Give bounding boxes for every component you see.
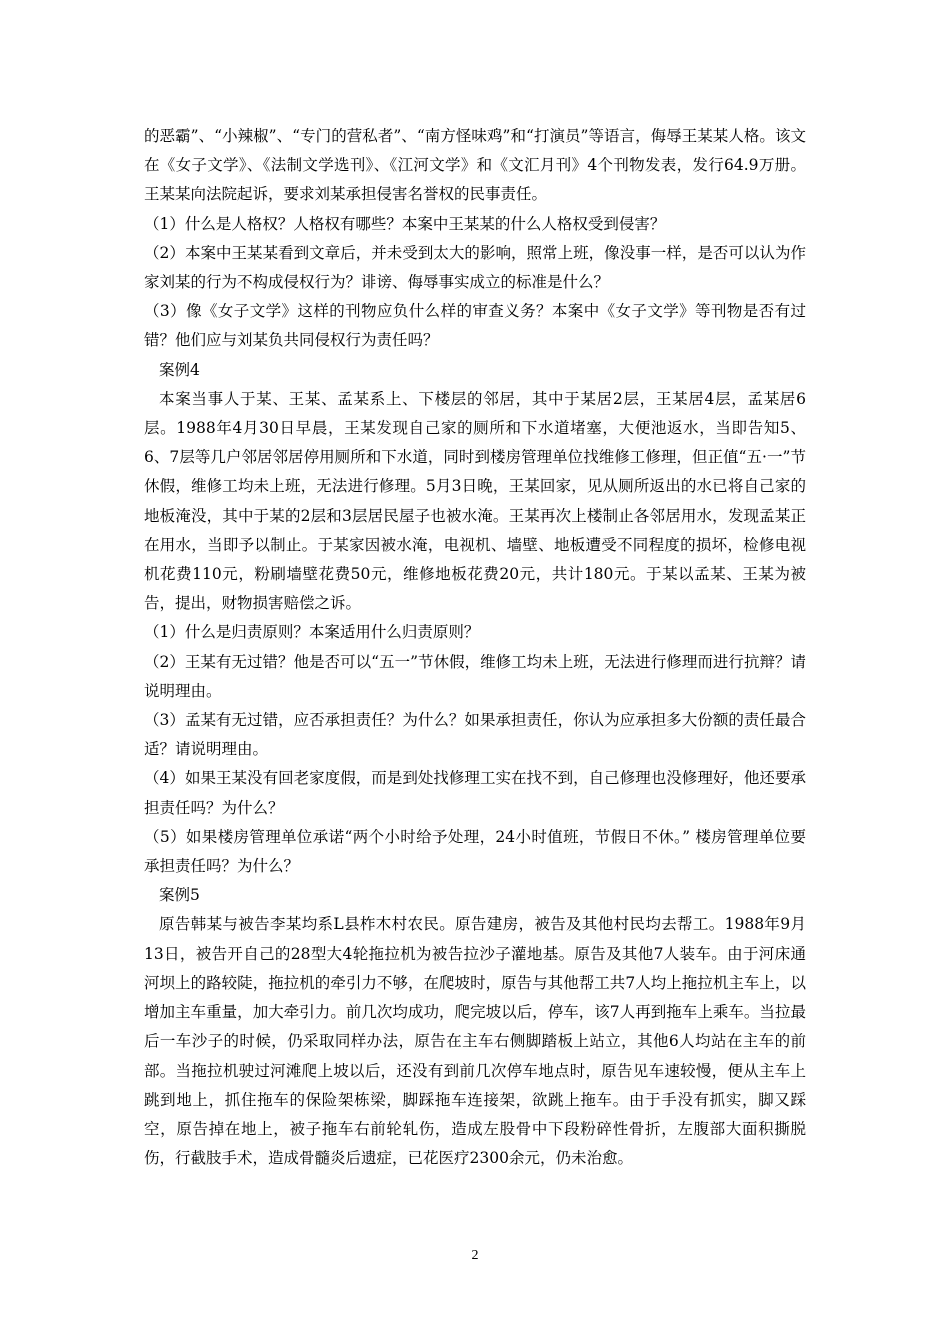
paragraph-case3-text: 的恶霸”、“小辣椒”、“专门的营私者”、“南方怪味鸡”和“打演员”等语言，侮辱王某某人格。该文在《女子文学》、《法制文学选刊》、《江河文学》和《文汇月刊》4个刊物发表，发行64.9万册。王某某向法院起诉，要求刘某承担侵害名誉权的民事责任。 [144,127,806,204]
case4-question-4: （4）如果王某没有回老家度假，而是到处找修理工实在找不到，自己修理也没修理好，他还要承担责任吗？为什么？ [144,769,806,817]
case5-heading: 案例5 [159,886,200,905]
case3-question-3: （3）像《女子文学》这样的刊物应负什么样的审查义务？本案中《女子文学》等刊物是否有过错？他们应与刘某负共同侵权行为责任吗？ [144,302,806,350]
case4-heading: 案例4 [159,360,200,379]
case3-question-1: （1）什么是人格权？人格权有哪些？本案中王某某的什么人格权受到侵害？ [144,214,666,233]
case4-question-2: （2）王某有无过错？他是否可以“五一”节休假，维修工均未上班，无法进行修理而进行抗辩？请说明理由。 [144,652,806,700]
page-number: 2 [471,1248,479,1263]
paragraph-case4-text: 本案当事人于某、王某、孟某系上、下楼层的邻居，其中于某居2层，王某居4层，孟某居6层。1988年4月30日早晨，王某发现自己家的厕所和下水道堵塞，大便池返水，当即告知5、6、7层等几户邻居邻居停用厕所和下水道，同时到楼房管理单位找维修工修理，但正值“五·一”节休假，维修工均未上班，无法进行修理。5月3日晚，王某回家，见从厕所返出的水已将自己家的地板淹没，其中于某的2层和3层居民屋子也被水淹。王某再次上楼制止各邻居用水，发现孟某正在用水，当即予以制止。于某家因被水淹，电视机、墙壁、地板遭受不同程度的损坏，检修电视机花费110元，粉刷墙壁花费50元，维修地板花费20元，共计180元。于某以孟某、王某为被告，提出，财物损害赔偿之诉。 [144,389,806,613]
case4-question-5: （5）如果楼房管理单位承诺“两个小时给予处理，24小时值班，节假日不休。” 楼房管理单位要承担责任吗？为什么？ [144,827,806,876]
case4-question-1: （1）什么是归责原则？本案适用什么归责原则？ [144,623,480,642]
document-body [144,122,806,1173]
case3-question-2: （2）本案中王某某看到文章后，并未受到太大的影响，照常上班，像没事一样，是否可以认为作家刘某的行为不构成侵权行为？诽谤、侮辱事实成立的标准是什么？ [144,243,806,292]
case4-question-3: （3）孟某有无过错，应否承担责任？为什么？如果承担责任，你认为应承担多大份额的责任最合适？请说明理由。 [144,711,806,759]
paragraph-case5-text: 原告韩某与被告李某均系L县柞木村农民。原告建房，被告及其他村民均去帮工。1988年9月13日，被告开自己的28型大4轮拖拉机为被告拉沙子灌地基。原告及其他7人装车。由于河床通河坝上的路较陡，拖拉机的牵引力不够，在爬坡时，原告与其他帮工共7人均上拖拉机主车上，以增加主车重量，加大牵引力。前几次均成功，爬完坡以后，停车，该7人再到拖车上乘车。当拉最后一车沙子的时候，仍采取同样办法，原告在主车右侧脚踏板上站立，其他6人均站在主车的前部。当拖拉机驶过河滩爬上坡以后，还没有到前几次停车地点时，原告见车速较慢，便从主车上跳到地上，抓住拖车的保险架栋梁，脚踩拖车连接架，欲跳上拖车。由于手没有抓实，脚又踩空，原告掉在地上，被子拖车右前轮轧伤，造成左股骨中下段粉碎性骨折，左腹部大面积撕脱伤，行截肢手术，造成骨髓炎后遗症，已花医疗2300余元，仍未治愈。 [144,915,806,1168]
